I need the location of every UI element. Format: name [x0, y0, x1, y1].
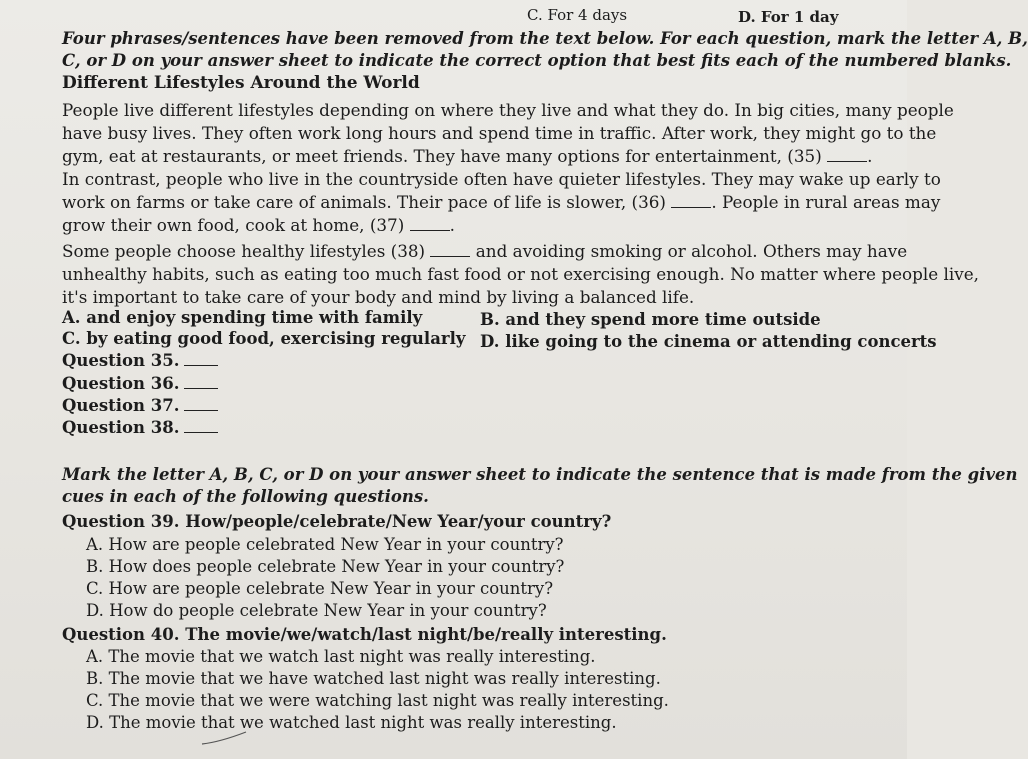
question-39-option-d[interactable]: D. How do people celebrate New Year in your country?: [86, 601, 547, 620]
passage-line-8: unhealthy habits, such as eating too much fast food or not exercising enough. No matter where people live,: [62, 264, 979, 284]
option-d[interactable]: D. like going to the cinema or attending concerts: [480, 332, 937, 351]
option-a[interactable]: A. and enjoy spending time with family: [62, 308, 423, 327]
question-40-option-c[interactable]: C. The movie that we were watching last night was really interesting.: [86, 691, 669, 710]
instruction-line-1: Four phrases/sentences have been removed from the text below. For each question, mark the letter A, B,: [62, 29, 1028, 48]
passage-title: Different Lifestyles Around the World: [62, 73, 420, 93]
passage-line-3-text: gym, eat at restaurants, or meet friends. They have many options for entertainment, (35): [62, 146, 822, 166]
option-c[interactable]: C. by eating good food, exercising regularly: [62, 329, 466, 348]
question-36-label: Question 36.: [62, 374, 180, 393]
question-40-stem: Question 40. The movie/we/watch/last night/be/really interesting.: [62, 625, 667, 644]
question-38-label: Question 38.: [62, 418, 180, 437]
answer-blank-35[interactable]: [184, 351, 218, 366]
blank-38[interactable]: [430, 242, 470, 257]
question-38: [62, 417, 218, 439]
passage-line-1: People live different lifestyles depending on where they live and what they do. In big cities, many people: [62, 100, 954, 120]
passage-line-5: [62, 191, 940, 213]
passage-line-5-end: . People in rural areas may: [711, 192, 941, 212]
option-d-top: D. For 1 day: [738, 8, 839, 26]
instruction2-line-1: Mark the letter A, B, C, or D on your answer sheet to indicate the sentence that is made from the given: [62, 465, 1018, 484]
question-39-option-c[interactable]: C. How are people celebrate New Year in your country?: [86, 579, 554, 598]
option-b[interactable]: B. and they spend more time outside: [480, 310, 821, 329]
passage-line-3: [62, 145, 872, 167]
question-40-option-b[interactable]: B. The movie that we have watched last night was really interesting.: [86, 669, 661, 688]
passage-line-7-text: Some people choose healthy lifestyles (38): [62, 241, 426, 261]
question-37-label: Question 37.: [62, 396, 180, 415]
question-37: [62, 395, 218, 417]
passage-line-6-end: .: [449, 215, 455, 235]
passage-line-7-end: and avoiding smoking or alcohol. Others may have: [475, 241, 908, 261]
instruction-line-2: C, or D on your answer sheet to indicate the correct option that best fits each of the numbered blanks.: [62, 51, 1012, 70]
instruction2-line-2: cues in each of the following questions.: [62, 487, 429, 506]
question-35-label: Question 35.: [62, 351, 180, 370]
blank-37[interactable]: [410, 216, 450, 231]
passage-line-4: In contrast, people who live in the countryside often have quieter lifestyles. They may wake up early to: [62, 169, 941, 189]
passage-line-7: [62, 240, 907, 262]
passage-line-6-text: grow their own food, cook at home, (37): [62, 215, 405, 235]
question-40-option-d[interactable]: D. The movie that we watched last night was really interesting.: [86, 713, 617, 732]
passage-line-9: it's important to take care of your body and mind by living a balanced life.: [62, 287, 695, 307]
passage-line-5-text: work on farms or take care of animals. Their pace of life is slower, (36): [62, 192, 666, 212]
passage-line-3-end: .: [867, 146, 873, 166]
question-39-stem: Question 39. How/people/celebrate/New Year/your country?: [62, 512, 612, 531]
question-36: [62, 373, 218, 395]
pen-mark-icon: [200, 728, 250, 748]
option-c-top: C. For 4 days: [527, 6, 628, 24]
blank-35[interactable]: [827, 147, 867, 162]
question-35: [62, 350, 218, 372]
answer-blank-36[interactable]: [184, 374, 218, 389]
passage-line-6: [62, 214, 455, 236]
question-40-option-a[interactable]: A. The movie that we watch last night was really interesting.: [86, 647, 596, 666]
question-39-option-b[interactable]: B. How does people celebrate New Year in your country?: [86, 557, 565, 576]
answer-blank-37[interactable]: [184, 396, 218, 411]
answer-blank-38[interactable]: [184, 418, 218, 433]
blank-36[interactable]: [671, 193, 711, 208]
question-39-option-a[interactable]: A. How are people celebrated New Year in your country?: [86, 535, 564, 554]
passage-line-2: have busy lives. They often work long hours and spend time in traffic. After work, they might go to the: [62, 123, 937, 143]
